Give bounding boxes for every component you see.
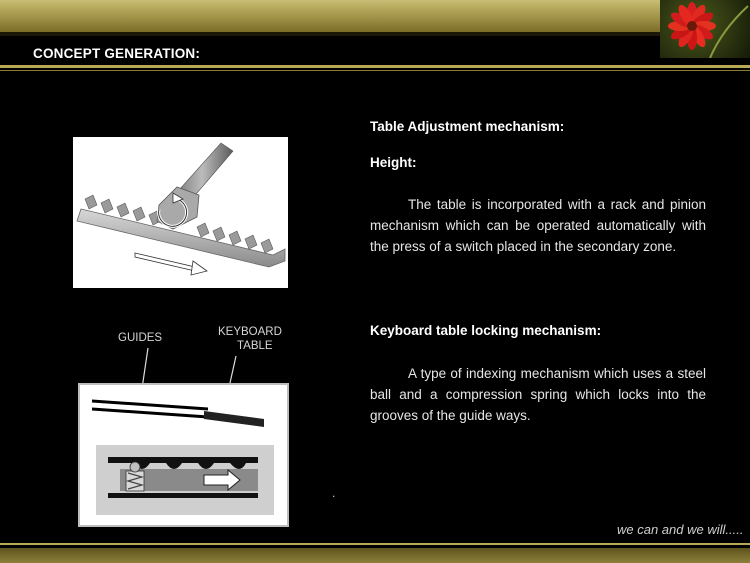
footer-gold-bar: [0, 548, 750, 563]
slide-title: CONCEPT GENERATION:: [33, 46, 201, 61]
guides-image: [78, 383, 289, 527]
keyboard-table-caption-line2: TABLE: [237, 340, 273, 352]
keyboard-table-caption-line1: KEYBOARD: [218, 326, 282, 338]
guides-caption: GUIDES: [118, 332, 163, 344]
footer-rule: [0, 543, 750, 545]
heading-table-adjustment: Table Adjustment mechanism:: [370, 119, 565, 134]
paragraph-height: The table is incorporated with a rack and pinion mechanism which can be operated automatically with the press of a switch placed in the secondary zone.: [370, 197, 706, 254]
tagline: we can and we will.....: [617, 522, 744, 537]
heading-locking: Keyboard table locking mechanism:: [370, 323, 602, 338]
paragraph-locking: A type of indexing mechanism which uses a steel ball and a compression spring which locks into the grooves of the guide ways.: [370, 366, 706, 423]
heading-height: Height:: [370, 155, 417, 170]
stray-dot: .: [332, 486, 336, 500]
